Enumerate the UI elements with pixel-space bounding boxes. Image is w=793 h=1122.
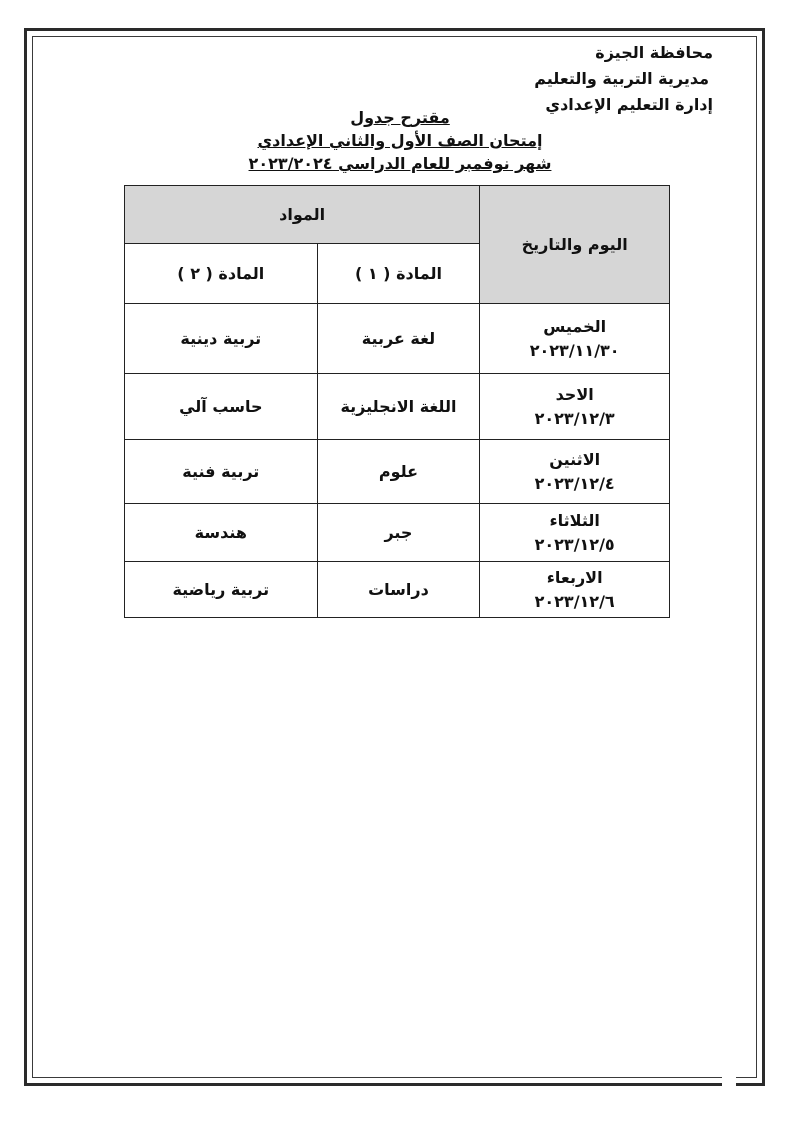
- day-cell: [480, 374, 670, 440]
- title-period: شهر نوفمبر للعام الدراسي ٢٠٢٣/٢٠٢٤: [248, 154, 552, 173]
- day-cell: [480, 304, 670, 374]
- subject1-header: المادة ( ١ ): [317, 244, 480, 304]
- title-proposal: مقترح جدول: [350, 108, 450, 127]
- subject1-cell: علوم: [317, 440, 480, 504]
- table-row: [125, 304, 670, 374]
- day-date: ٢٠٢٣/١٢/٣: [534, 408, 615, 428]
- subject2-cell: هندسة: [125, 504, 318, 562]
- day-cell: [480, 504, 670, 562]
- administration-name: إدارة التعليم الإعدادي: [545, 95, 713, 114]
- day-name: الثلاثاء: [549, 510, 600, 530]
- document-titles: [200, 106, 600, 175]
- title-exam: إمتحان الصف الأول والثاني الإعدادي: [257, 131, 543, 150]
- subject1-cell: جبر: [317, 504, 480, 562]
- subject2-cell: تربية فنية: [125, 440, 318, 504]
- border-gap: [722, 1074, 736, 1090]
- day-date: ٢٠٢٣/١١/٣٠: [529, 340, 620, 360]
- directorate-name: مديرية التربية والتعليم: [534, 69, 709, 88]
- day-name: الاثنين: [549, 449, 601, 469]
- subject2-cell: تربية دينية: [125, 304, 318, 374]
- day-date: ٢٠٢٣/١٢/٦: [534, 591, 615, 611]
- day-date: ٢٠٢٣/١٢/٥: [534, 534, 615, 554]
- subject2-header: المادة ( ٢ ): [125, 244, 318, 304]
- governorate-name: محافظة الجيزة: [595, 43, 713, 62]
- day-date-header: اليوم والتاريخ: [480, 186, 670, 304]
- day-date: ٢٠٢٣/١٢/٤: [534, 473, 615, 493]
- subject2-cell: تربية رياضية: [125, 562, 318, 618]
- day-name: الاحد: [555, 384, 594, 404]
- day-cell: [480, 440, 670, 504]
- table-row: [125, 440, 670, 504]
- subject1-cell: اللغة الانجليزية: [317, 374, 480, 440]
- day-name: الاربعاء: [546, 567, 603, 587]
- subject2-cell: حاسب آلي: [125, 374, 318, 440]
- subject1-cell: لغة عربية: [317, 304, 480, 374]
- subjects-header: المواد: [125, 186, 480, 244]
- day-cell: [480, 562, 670, 618]
- table-row: [125, 504, 670, 562]
- day-name: الخميس: [543, 316, 607, 336]
- table-row: [125, 374, 670, 440]
- subject1-cell: دراسات: [317, 562, 480, 618]
- exam-schedule-table: [124, 185, 670, 618]
- table-row: [125, 562, 670, 618]
